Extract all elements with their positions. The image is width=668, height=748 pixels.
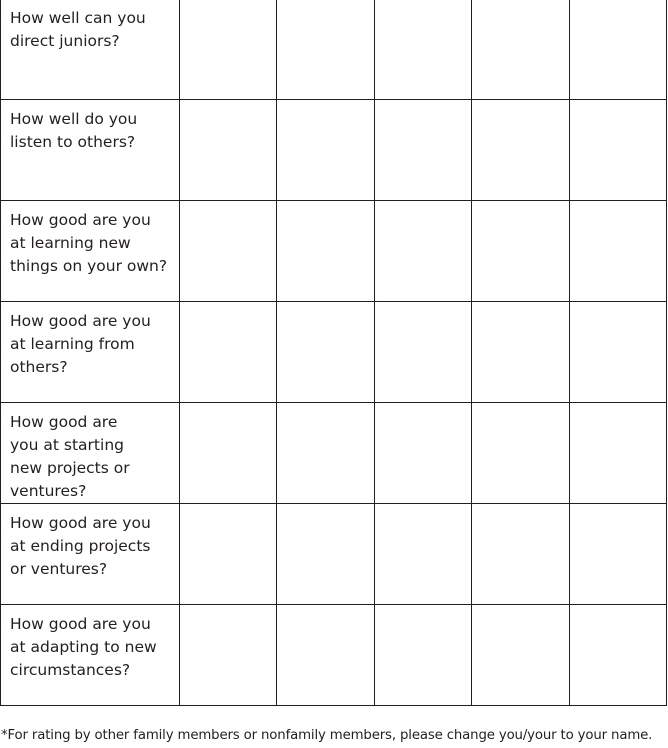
- rating-cell[interactable]: [569, 302, 666, 403]
- rating-cell[interactable]: [277, 302, 374, 403]
- question-text: How good are you at learning new things on your own?: [10, 211, 168, 275]
- rating-cell[interactable]: [179, 100, 276, 201]
- rating-cell[interactable]: [472, 504, 569, 605]
- rating-cell[interactable]: [179, 403, 276, 504]
- rating-cell[interactable]: [277, 605, 374, 706]
- question-text: How well do you listen to others?: [10, 110, 138, 151]
- rating-cell[interactable]: [179, 0, 276, 100]
- question-cell: [1, 302, 180, 403]
- question-cell: [1, 403, 180, 504]
- rating-cell[interactable]: [569, 605, 666, 706]
- rating-cell[interactable]: [569, 100, 666, 201]
- question-cell: [1, 201, 180, 302]
- table-row: [1, 100, 667, 201]
- question-text: How good are you at ending projects or ventures?: [10, 514, 151, 578]
- rating-cell[interactable]: [472, 201, 569, 302]
- footnote: *For rating by other family members or nonfamily members, please change you/your to your name.: [1, 728, 653, 743]
- rating-cell[interactable]: [179, 504, 276, 605]
- rating-cell[interactable]: [179, 302, 276, 403]
- rating-cell[interactable]: [179, 201, 276, 302]
- rating-cell[interactable]: [374, 605, 471, 706]
- rating-cell[interactable]: [374, 0, 471, 100]
- question-text: How good are you at starting new projects or ventures?: [10, 413, 130, 500]
- table-row: [1, 605, 667, 706]
- rating-cell[interactable]: [569, 403, 666, 504]
- question-text: How good are you at adapting to new circumstances?: [10, 615, 157, 679]
- question-cell: [1, 605, 180, 706]
- rating-cell[interactable]: [374, 504, 471, 605]
- question-text: How well can you direct juniors?: [10, 9, 146, 50]
- rating-cell[interactable]: [374, 403, 471, 504]
- question-cell: [1, 504, 180, 605]
- rating-cell[interactable]: [374, 100, 471, 201]
- question-cell: [1, 100, 180, 201]
- rating-cell[interactable]: [472, 100, 569, 201]
- rating-cell[interactable]: [472, 302, 569, 403]
- rating-cell[interactable]: [277, 100, 374, 201]
- rating-cell[interactable]: [179, 605, 276, 706]
- rating-cell[interactable]: [277, 201, 374, 302]
- rating-cell[interactable]: [569, 201, 666, 302]
- table-row: [1, 302, 667, 403]
- rating-cell[interactable]: [472, 605, 569, 706]
- rating-cell[interactable]: [374, 302, 471, 403]
- table-row: [1, 403, 667, 504]
- rating-cell[interactable]: [277, 504, 374, 605]
- rating-table-body: [1, 0, 667, 706]
- table-row: [1, 0, 667, 100]
- rating-cell[interactable]: [374, 201, 471, 302]
- question-text: How good are you at learning from others?: [10, 312, 151, 376]
- table-row: [1, 504, 667, 605]
- rating-cell[interactable]: [569, 0, 666, 100]
- question-cell: [1, 0, 180, 100]
- rating-cell[interactable]: [277, 403, 374, 504]
- rating-cell[interactable]: [277, 0, 374, 100]
- rating-cell[interactable]: [472, 403, 569, 504]
- table-row: [1, 201, 667, 302]
- rating-cell[interactable]: [472, 0, 569, 100]
- rating-cell[interactable]: [569, 504, 666, 605]
